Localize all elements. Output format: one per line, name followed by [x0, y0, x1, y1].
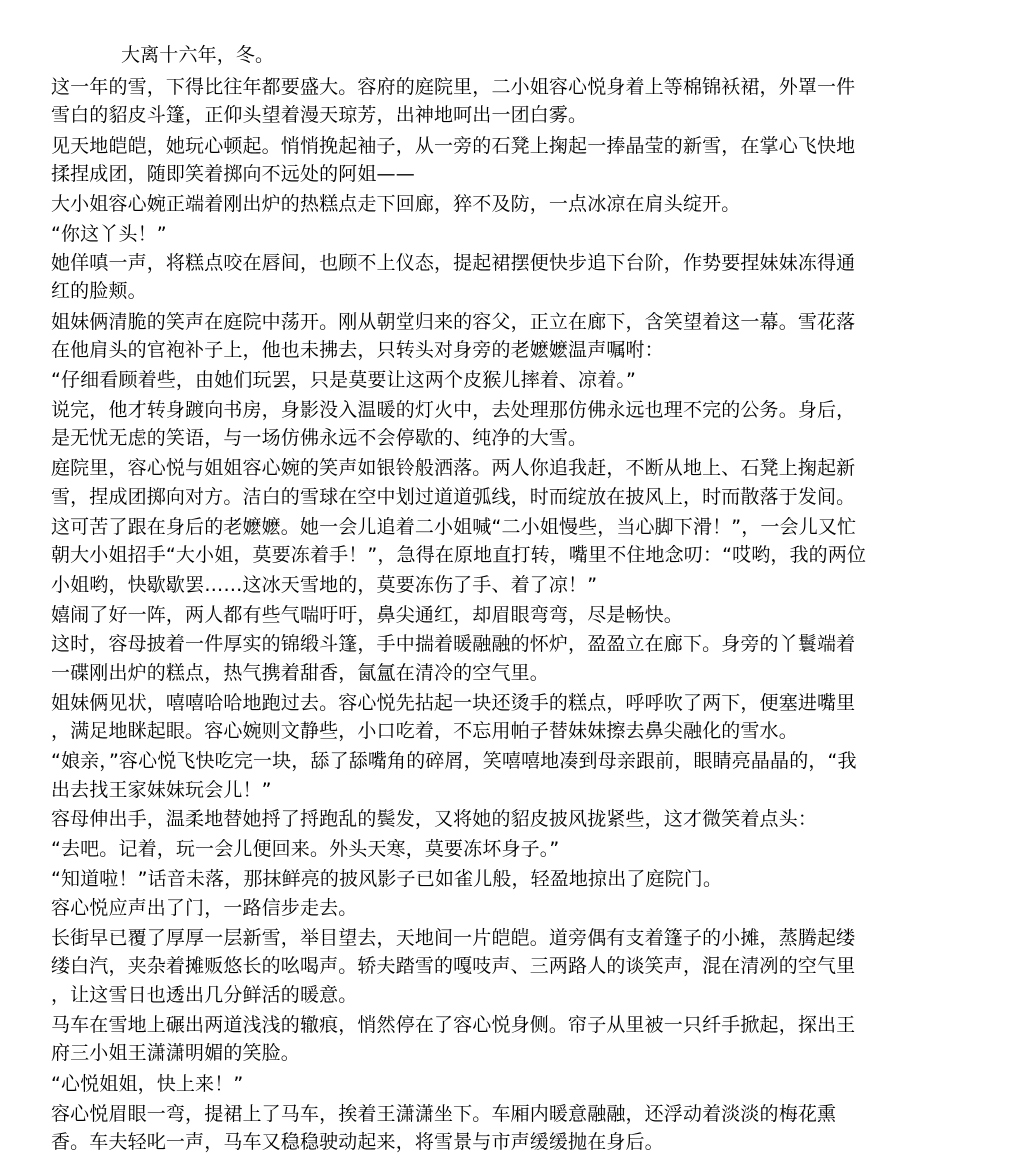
text-line-19: 小姐哟，快歇歇罢……这冰天雪地的，莫要冻伤了手、着了凉！”: [51, 574, 598, 596]
text-line-36: “心悦姐姐，快上来！”: [51, 1073, 244, 1095]
text-line-22: 一碟刚出炉的糕点，热气携着甜香，氤氲在清冷的空气里。: [51, 662, 549, 684]
text-line-4: 见天地皑皑，她玩心顿起。悄悄挽起袖子，从一旁的石凳上掬起一捧晶莹的新雪，在掌心飞快地: [51, 135, 856, 157]
text-line-28: “去吧。记着，玩一会儿便回来。外头天寒，莫要冻坏身子。”: [51, 838, 560, 860]
text-line-26: 出去找王家妹妹玩会儿！”: [51, 779, 272, 801]
text-line-6: 大小姐容心婉正端着刚出炉的热糕点走下回廊，猝不及防，一点冰凉在肩头绽开。: [51, 193, 741, 215]
text-line-29: “知道啦！”话音未落，那抹鲜亮的披风影子已如雀儿般，轻盈地掠出了庭院门。: [51, 868, 723, 890]
text-line-16: 雪，捏成团掷向对方。洁白的雪球在空中划过道道弧线，时而绽放在披风上，时而散落于发间。: [51, 486, 856, 508]
text-line-23: 姐妹俩见状，嘻嘻哈哈地跑过去。容心悦先拈起一块还烫手的糕点，呼呼吹了两下，便塞进嘴里: [51, 692, 856, 714]
text-line-15: 庭院里，容心悦与姐姐容心婉的笑声如银铃般洒落。两人你追我赶，不断从地上、石凳上掬起新: [51, 457, 856, 479]
text-line-18: 朝大小姐招手“大小姐，莫要冻着手！”，急得在原地直打转，嘴里不住地念叨：“哎哟，我的两位: [51, 544, 867, 566]
text-line-30: 容心悦应声出了门，一路信步走去。: [51, 897, 358, 919]
text-line-34: 马车在雪地上碾出两道浅浅的辙痕，悄然停在了容心悦身侧。帘子从里被一只纤手掀起，探出王: [51, 1014, 856, 1036]
text-line-14: 是无忧无虑的笑语，与一场仿佛永远不会停歇的、纯净的大雪。: [51, 427, 588, 449]
text-line-11: 在他肩头的官袍补子上，他也未拂去，只转头对身旁的老嬷嬷温声嘱咐：: [51, 339, 664, 361]
text-line-37: 容心悦眉眼一弯，提裙上了马车，挨着王潇潇坐下。车厢内暖意融融，还浮动着淡淡的梅花熏: [51, 1103, 837, 1125]
text-line-20: 嬉闹了好一阵，两人都有些气喘吁吁，鼻尖通红，却眉眼弯弯，尽是畅快。: [51, 604, 683, 626]
text-line-1: 大离十六年，冬。: [121, 44, 275, 66]
text-line-5: 揉捏成团，随即笑着掷向不远处的阿姐——: [51, 163, 415, 185]
text-line-10: 姐妹俩清脆的笑声在庭院中荡开。刚从朝堂归来的容父，正立在廊下，含笑望着这一幕。雪花落: [51, 311, 856, 333]
text-line-17: 这可苦了跟在身后的老嬷嬷。她一会儿追着二小姐喊“二小姐慢些，当心脚下滑！”，一会儿又忙: [51, 516, 857, 538]
text-line-8: 她佯嗔一声，将糕点咬在唇间，也顾不上仪态，提起裙摆便快步追下台阶，作势要捏妹妹冻得通: [51, 252, 856, 274]
text-line-38: 香。车夫轻叱一声，马车又稳稳驶动起来，将雪景与市声缓缓抛在身后。: [51, 1131, 664, 1153]
text-line-3: 雪白的貂皮斗篷，正仰头望着漫天琼芳，出神地呵出一团白雾。: [51, 104, 588, 126]
text-line-31: 长街早已覆了厚厚一层新雪，举目望去，天地间一片皑皑。道旁偶有支着篷子的小摊，蒸腾起缕: [51, 927, 856, 949]
text-line-33: ，让这雪日也透出几分鲜活的暖意。: [51, 984, 358, 1006]
text-line-32: 缕白汽，夹杂着摊贩悠长的吆喝声。轿夫踏雪的嘎吱声、三两路人的谈笑声，混在清冽的空气里: [51, 955, 856, 977]
text-line-24: ，满足地眯起眼。容心婉则文静些，小口吃着，不忘用帕子替妹妹擦去鼻尖融化的雪水。: [51, 720, 798, 742]
text-line-13: 说完，他才转身踱向书房，身影没入温暖的灯火中，去处理那仿佛永远也理不完的公务。身后，: [51, 399, 856, 421]
text-line-25: “娘亲，”容心悦飞快吃完一块，舔了舔嘴角的碎屑，笑嘻嘻地凑到母亲跟前，眼睛亮晶晶的，“我: [51, 750, 857, 772]
text-line-27: 容母伸出手，温柔地替她捋了捋跑乱的鬓发，又将她的貂皮披风拢紧些，这才微笑着点头：: [51, 808, 818, 830]
text-line-7: “你这丫头！”: [51, 223, 167, 245]
text-line-21: 这时，容母披着一件厚实的锦缎斗篷，手中揣着暖融融的怀炉，盈盈立在廊下。身旁的丫鬟端着: [51, 633, 856, 655]
text-line-9: 红的脸颊。: [51, 280, 147, 302]
text-line-35: 府三小姐王潇潇明媚的笑脸。: [51, 1042, 300, 1064]
text-line-2: 这一年的雪，下得比往年都要盛大。容府的庭院里，二小姐容心悦身着上等棉锦袄裙，外罩一件: [51, 76, 856, 98]
text-line-12: “仔细看顾着些，由她们玩罢，只是莫要让这两个皮猴儿摔着、凉着。”: [51, 369, 636, 391]
